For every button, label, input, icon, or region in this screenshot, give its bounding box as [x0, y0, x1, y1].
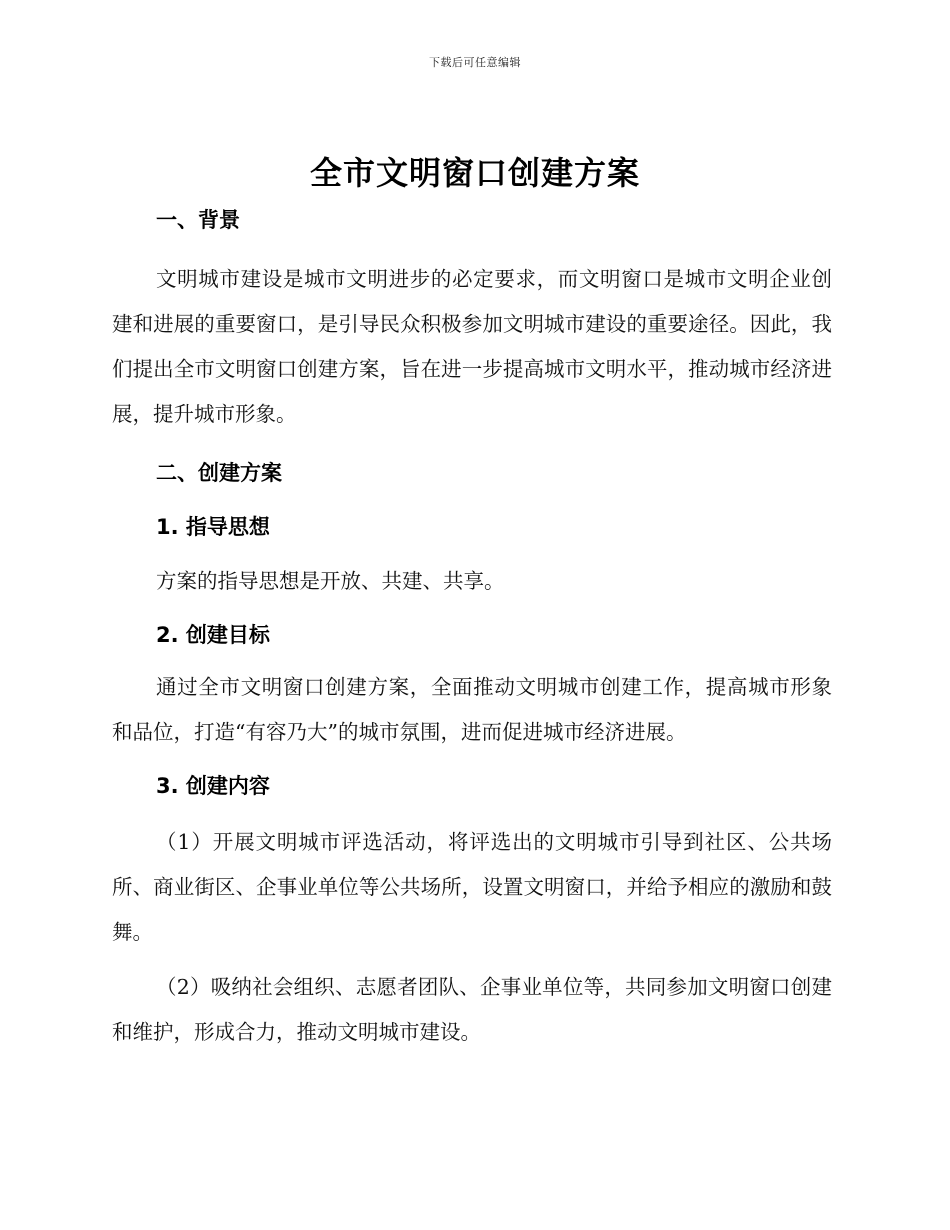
- subheading-goal: 2. 创建目标: [156, 623, 270, 647]
- content-item-1: （1）开展文明城市评选活动，将评选出的文明城市引导到社区、公共场所、商业街区、企事业单位等公共场所，设置文明窗口，并给予相应的激励和鼓舞。: [112, 830, 832, 944]
- guiding-ideology-paragraph: 方案的指导思想是开放、共建、共享。: [156, 569, 505, 593]
- document-body: [112, 200, 832, 1055]
- section-heading-background: 一、背景: [156, 208, 240, 232]
- header-note: 下载后可任意编辑: [429, 56, 521, 69]
- goal-paragraph: 通过全市文明窗口创建方案，全面推动文明城市创建工作，提高城市形象和品位，打造“有容乃大”的城市氛围，进而促进城市经济进展。: [112, 675, 832, 744]
- content-item-2: （2）吸纳社会组织、志愿者团队、企事业单位等，共同参加文明窗口创建和维护，形成合力，推动文明城市建设。: [112, 975, 832, 1044]
- document-title: 全市文明窗口创建方案: [309, 154, 640, 192]
- subheading-content: 3. 创建内容: [156, 774, 270, 798]
- background-paragraph: 文明城市建设是城市文明进步的必定要求，而文明窗口是城市文明企业创建和进展的重要窗口，是引导民众积极参加文明城市建设的重要途径。因此，我们提出全市文明窗口创建方案，旨在进一步提高城市文明水平，推动城市经济进展，提升城市形象。: [112, 267, 832, 426]
- subheading-guiding-ideology: 1. 指导思想: [156, 515, 270, 539]
- section-heading-plan: 二、创建方案: [156, 461, 282, 485]
